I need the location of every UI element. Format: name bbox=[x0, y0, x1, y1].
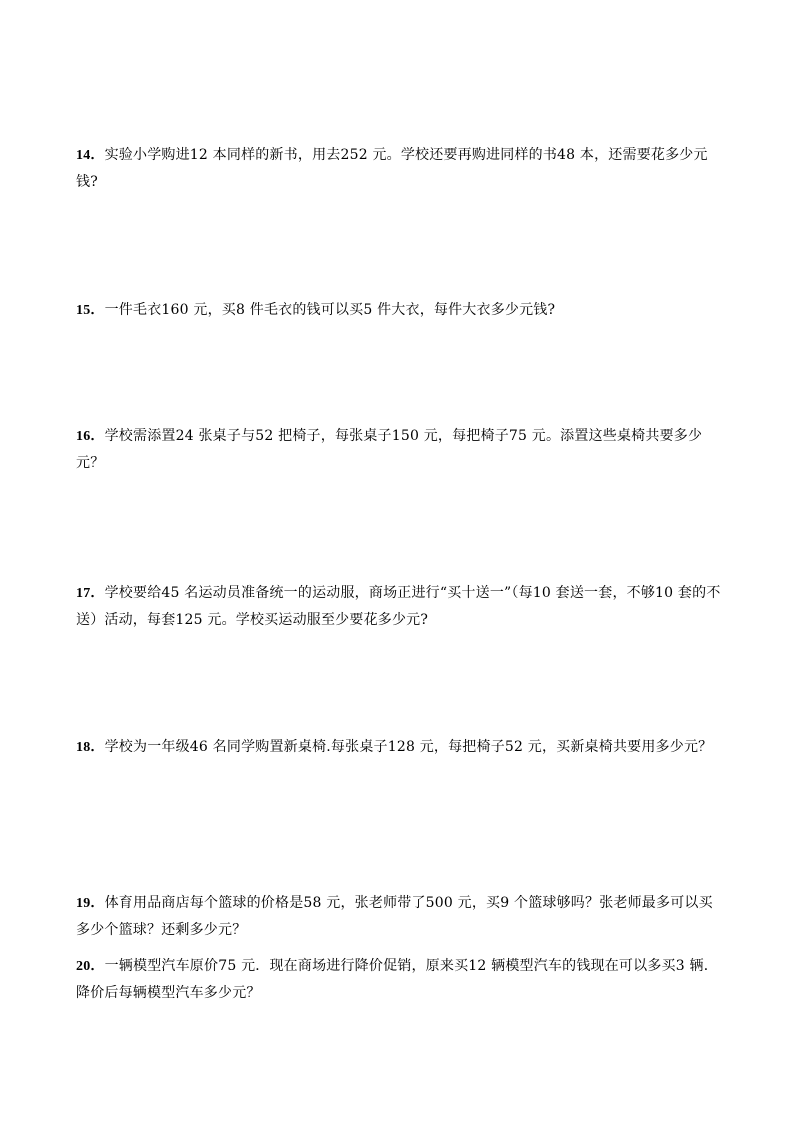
question-text: 学校需添置24 张桌子与52 把椅子，每张桌子150 元，每把椅子75 元。添置这些桌椅共要多少元？ bbox=[76, 428, 703, 471]
question-16 bbox=[76, 423, 726, 476]
question-number: 16． bbox=[76, 429, 105, 444]
question-number: 18． bbox=[76, 740, 105, 755]
question-number: 15． bbox=[76, 303, 105, 318]
question-number: 19． bbox=[76, 896, 105, 911]
question-20 bbox=[76, 953, 726, 1006]
question-text: 体育用品商店每个篮球的价格是58 元，张老师带了500 元，买9 个篮球够吗？张老师最多可以买多少个篮球？还剩多少元？ bbox=[76, 895, 713, 938]
question-18 bbox=[76, 734, 726, 761]
question-number: 17． bbox=[76, 586, 105, 601]
question-number: 14． bbox=[76, 148, 105, 163]
question-text: 学校为一年级46 名同学购置新桌椅.每张桌子128 元，每把椅子52 元，买新桌椅共要用多少元？ bbox=[104, 739, 713, 755]
question-17 bbox=[76, 580, 726, 633]
question-text: 一件毛衣160 元，买8 件毛衣的钱可以买5 件大衣，每件大衣多少元钱? bbox=[104, 302, 556, 318]
question-text: 实验小学购进12 本同样的新书，用去252 元。学校还要再购进同样的书48 本，还需要花多少元钱? bbox=[76, 147, 708, 190]
question-number: 20． bbox=[76, 959, 105, 974]
question-text: 一辆模型汽车原价75 元．现在商场进行降价促销，原来买12 辆模型汽车的钱现在可以多买3 辆．降价后每辆模型汽车多少元？ bbox=[76, 958, 718, 1001]
question-text: 学校要给45 名运动员准备统一的运动服，商场正进行“买十送一”（每10 套送一套，不够10 套的不送）活动，每套125 元。学校买运动服至少要花多少元? bbox=[76, 585, 721, 628]
question-19 bbox=[76, 890, 726, 943]
question-15 bbox=[76, 297, 726, 324]
question-14 bbox=[76, 142, 726, 195]
